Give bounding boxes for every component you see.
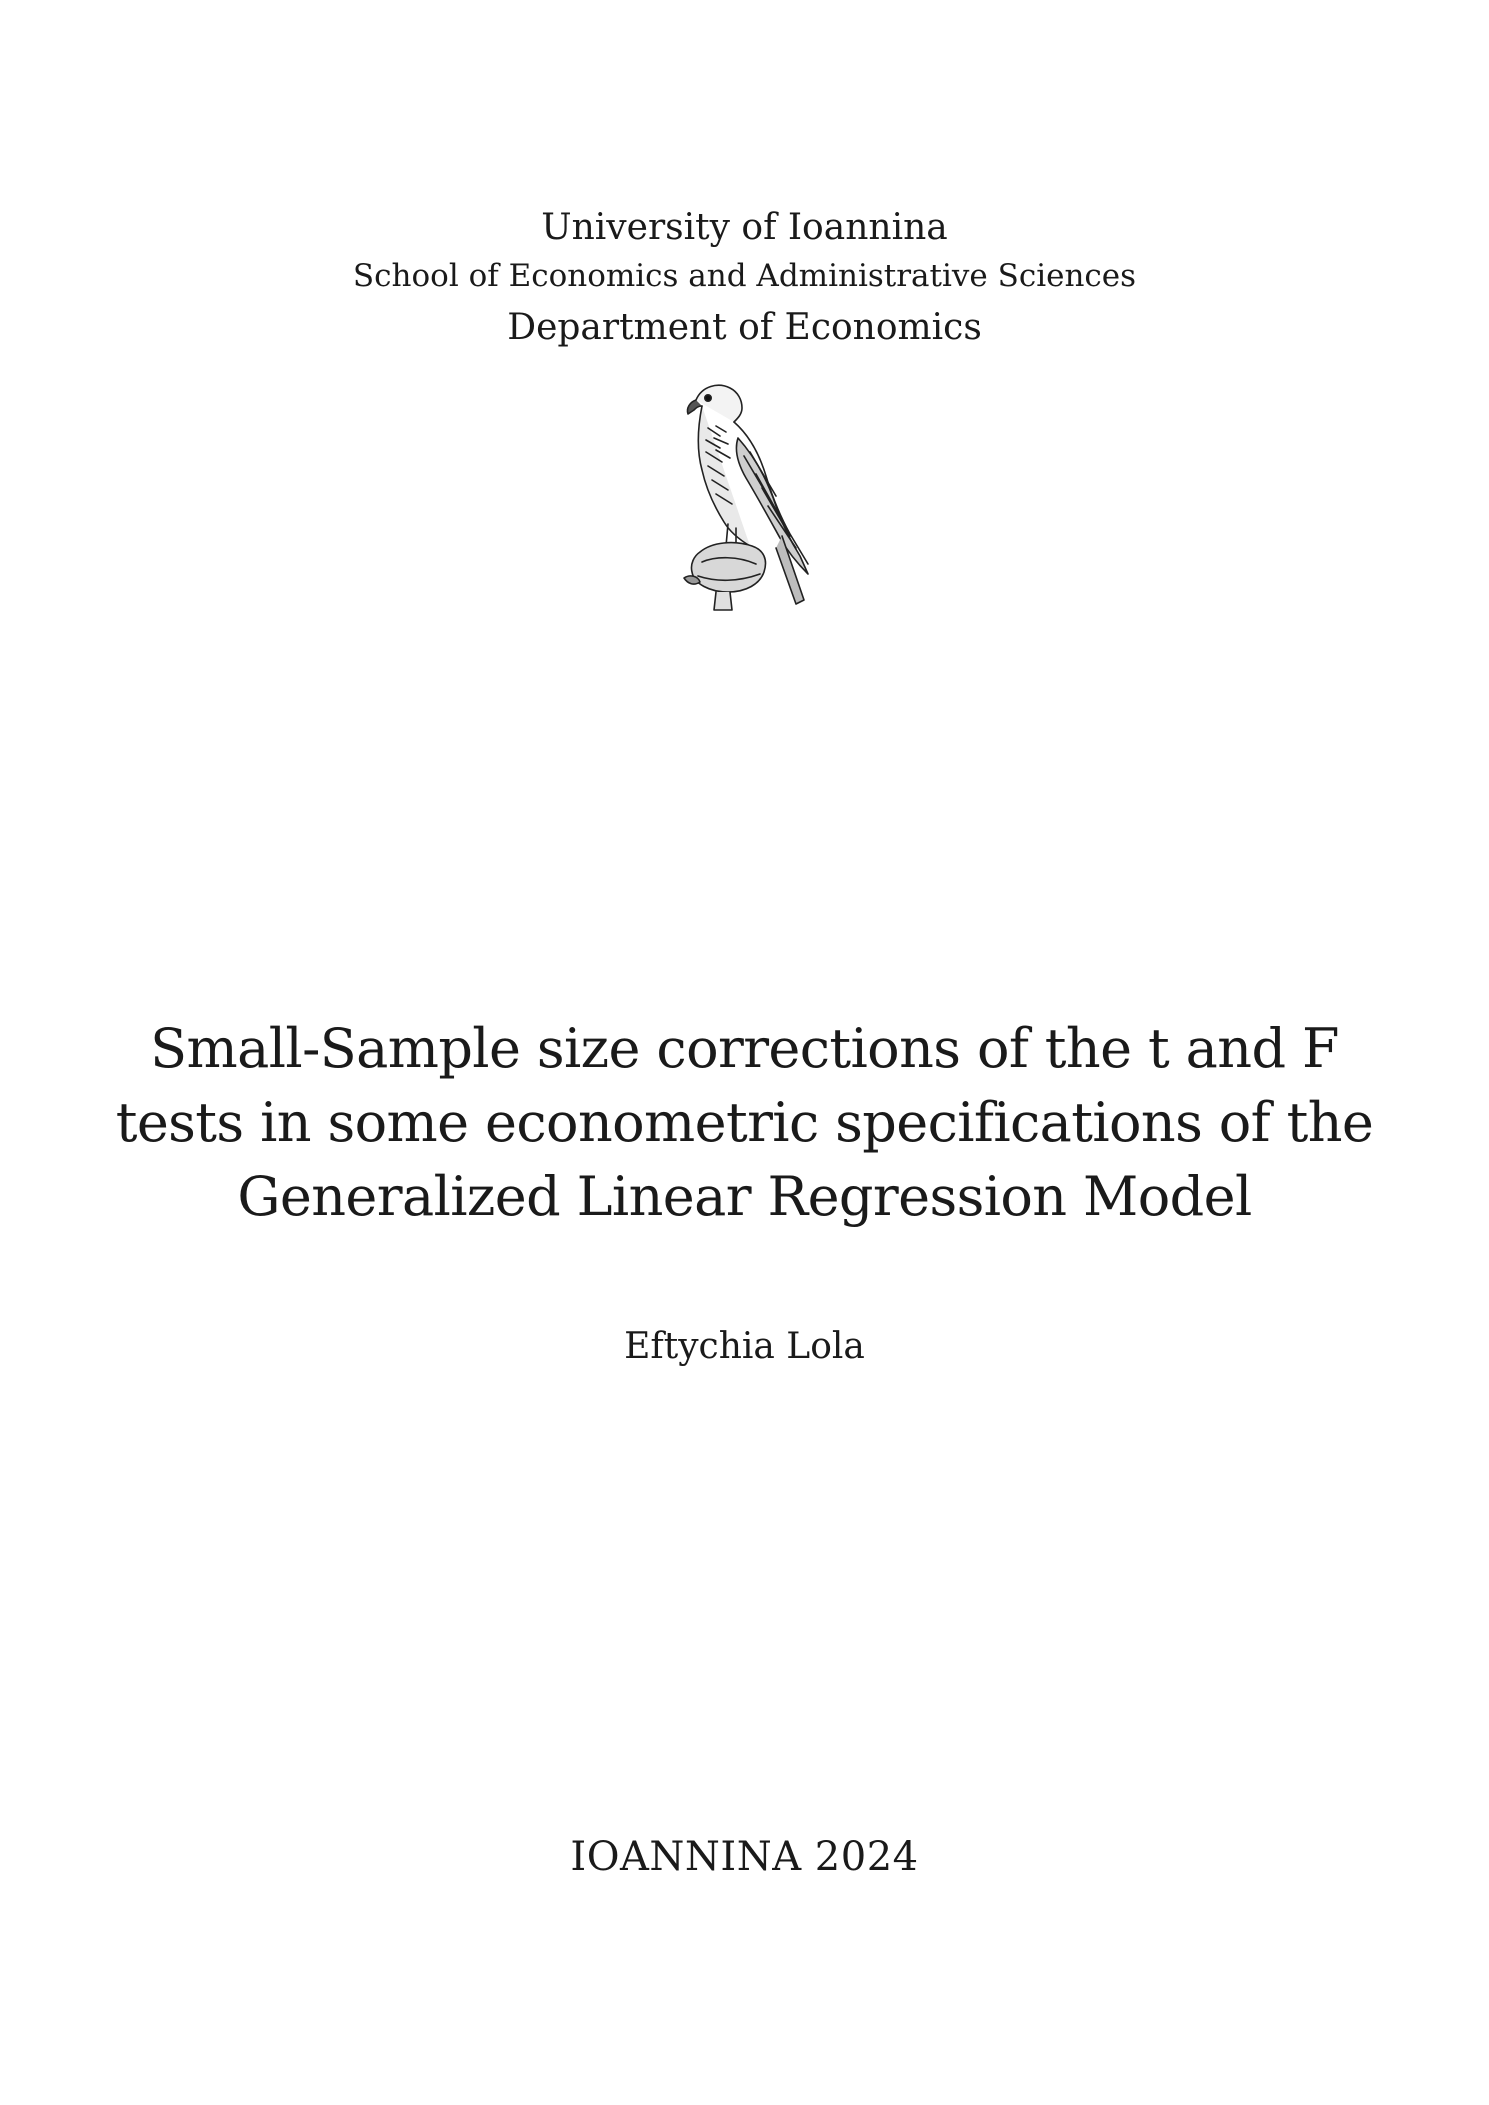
thesis-title xyxy=(100,1012,1389,1234)
title-line: tests in some econometric specifications of the xyxy=(115,1091,1374,1154)
owl-emblem-icon xyxy=(672,378,814,614)
place-and-year: IOANNINA 2024 xyxy=(570,1834,919,1880)
department-name: Department of Economics xyxy=(507,307,982,348)
author-name: Eftychia Lola xyxy=(624,1326,865,1367)
university-name: University of Ioannina xyxy=(541,207,948,248)
title-line: Generalized Linear Regression Model xyxy=(237,1165,1252,1228)
school-name: School of Economics and Administrative Sciences xyxy=(352,258,1137,294)
title-line: Small-Sample size corrections of the t and F xyxy=(150,1017,1339,1080)
